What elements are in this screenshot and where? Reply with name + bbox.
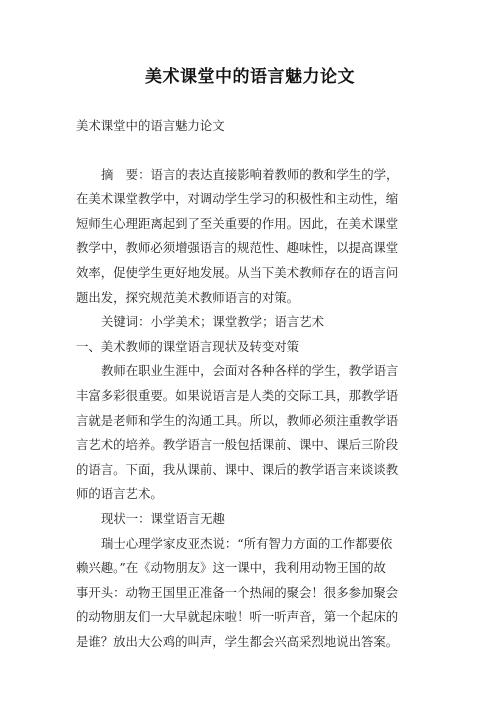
paragraph-line: 的动物朋友们一大早就起床啦！听一听声音，第一个起床的: [76, 609, 399, 625]
paragraph-line: 言艺术的培养。教学语言一般包括课前、课中、课后三阶段: [76, 437, 399, 453]
document-body: [76, 114, 428, 654]
section-heading: 一、美术教师的课堂语言现状及转变对策: [76, 338, 300, 354]
paragraph-line: 是谁？放出大公鸡的叫声，学生都会兴高采烈地说出答案。: [76, 633, 399, 649]
paragraph-line: 教师在职业生涯中，会面对各种各样的学生，教学语言: [101, 363, 399, 379]
paragraph-line: 言就是老师和学生的沟通工具。所以，教师必须注重教学语: [76, 412, 399, 428]
keywords-line: 关键词：小学美术；课堂教学；语言艺术: [101, 314, 325, 330]
paragraph-line: 事开头：动物王国里正准备一个热闹的聚会！很多参加聚会: [76, 584, 399, 600]
abstract-paragraph: [76, 163, 428, 311]
paragraph-line: 赖兴趣。”在《动物朋友》这一课中，我利用动物王国的故: [76, 560, 386, 576]
abstract-line: 教学中，教师必须增强语言的规范性、趣味性，以提高课堂: [76, 240, 399, 256]
abstract-line: 题出发，探究规范美术教师语言的对策。: [76, 289, 300, 305]
abstract-line: 效率，促使学生更好地发展。从当下美术教师存在的语言问: [76, 264, 399, 280]
abstract-line: 短师生心理距离起到了至关重要的作用。因此，在美术课堂: [76, 215, 399, 231]
subsection-heading: 现状一：课堂语言无趣: [101, 510, 225, 526]
paragraph-line: 的语言。下面，我从课前、课中、课后的教学语言来谈谈教: [76, 461, 399, 477]
document-title: 美术课堂中的语言魅力论文: [145, 67, 355, 87]
abstract-line: 在美术课堂教学中，对调动学生学习的积极性和主动性，缩: [76, 191, 399, 207]
abstract-line: 摘 要：语言的表达直接影响着教师的教和学生的学，: [101, 166, 399, 182]
paragraph-gap: [76, 139, 428, 163]
document-subtitle: 美术课堂中的语言魅力论文: [76, 118, 225, 133]
status1-paragraph: [76, 532, 428, 655]
paragraph-line: 瑞士心理学家皮亚杰说：“所有智力方面的工作都要依: [101, 535, 393, 551]
section1-paragraph: [76, 359, 428, 507]
paragraph-line: 丰富多彩很重要。如果说语言是人类的交际工具，那教学语: [76, 387, 399, 403]
paragraph-line: 师的语言艺术。: [76, 486, 163, 502]
